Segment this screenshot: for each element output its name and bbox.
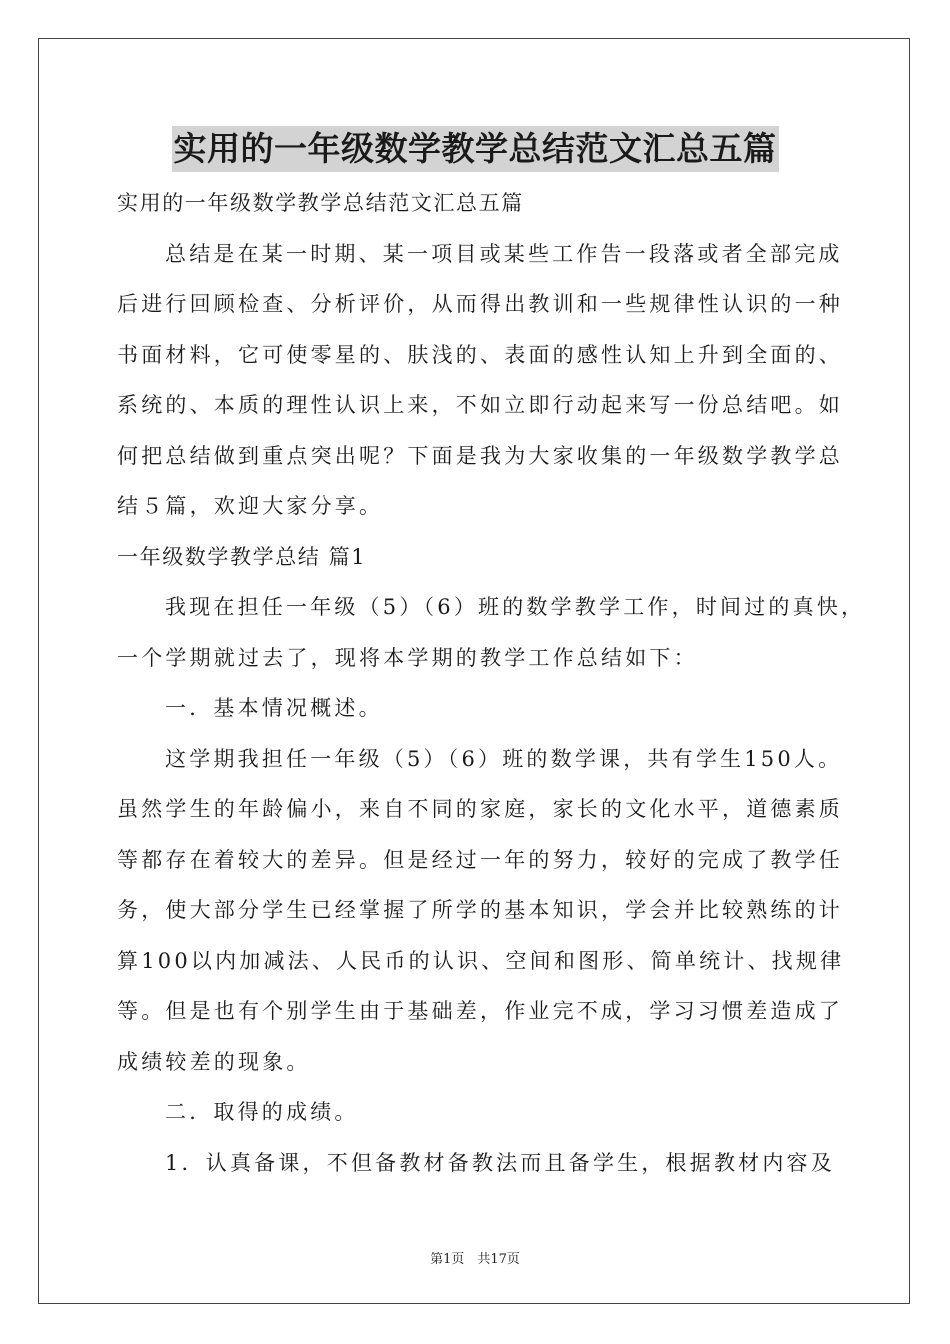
paragraph-line: 算100以内加减法、人民币的认识、空间和图形、简单统计、找规律 [117,948,845,973]
page-number: 第1页 共17页 [430,1252,520,1267]
paragraph-line: 1．认真备课，不但备教材备教法而且备学生，根据教材内容及 [165,1150,835,1175]
paragraph-line: 后进行回顾检查、分析评价，从而得出教训和一些规律性认识的一种 [117,292,843,316]
document-title: 实用的一年级数学教学总结范文汇总五篇 [172,126,779,172]
paragraph-line: 虽然学生的年龄偏小，来自不同的家庭，家长的文化水平，道德素质 [117,797,843,821]
paragraph-line: 何把总结做到重点突出呢？下面是我为大家收集的一年级数学教学总 [117,443,843,468]
section-heading: 一年级数学教学总结 篇1 [117,544,367,569]
paragraph-line: 二．取得的成绩。 [165,1100,359,1124]
paragraph-line: 我现在担任一年级（5）（6）班的数学教学工作，时间过的真快， [165,595,866,619]
paragraph-line: 一．基本情况概述。 [165,696,383,720]
paragraph-line: 结５篇，欢迎大家分享。 [117,494,384,518]
paragraph-line: 一个学期就过去了，现将本学期的教学工作总结如下： [117,645,698,670]
paragraph-line: 系统的、本质的理性认识上来，不如立即行动起来写一份总结吧。如 [117,393,843,417]
paragraph-line: 务，使大部分学生已经掌握了所学的基本知识，学会并比较熟练的计 [117,898,843,922]
paragraph-line: 等。但是也有个别学生由于基础差，作业完不成，学习习惯差造成了 [117,999,843,1023]
paragraph-line: 这学期我担任一年级（5）（6）班的数学课，共有学生150人。 [165,746,843,771]
title-wrap [0,126,950,172]
paragraph-line: 书面材料，它可使零星的、肤浅的、表面的感性认知上升到全面的、 [117,342,843,367]
paragraph-line: 总结是在某一时期、某一项目或某些工作告一段落或者全部完成 [165,241,843,266]
paragraph-line: 成绩较差的现象。 [117,1049,311,1074]
section-heading: 实用的一年级数学教学总结范文汇总五篇 [117,191,524,215]
document-body [117,178,866,1188]
paragraph-line: 等都存在着较大的差异。但是经过一年的努力，较好的完成了教学任 [117,847,843,872]
